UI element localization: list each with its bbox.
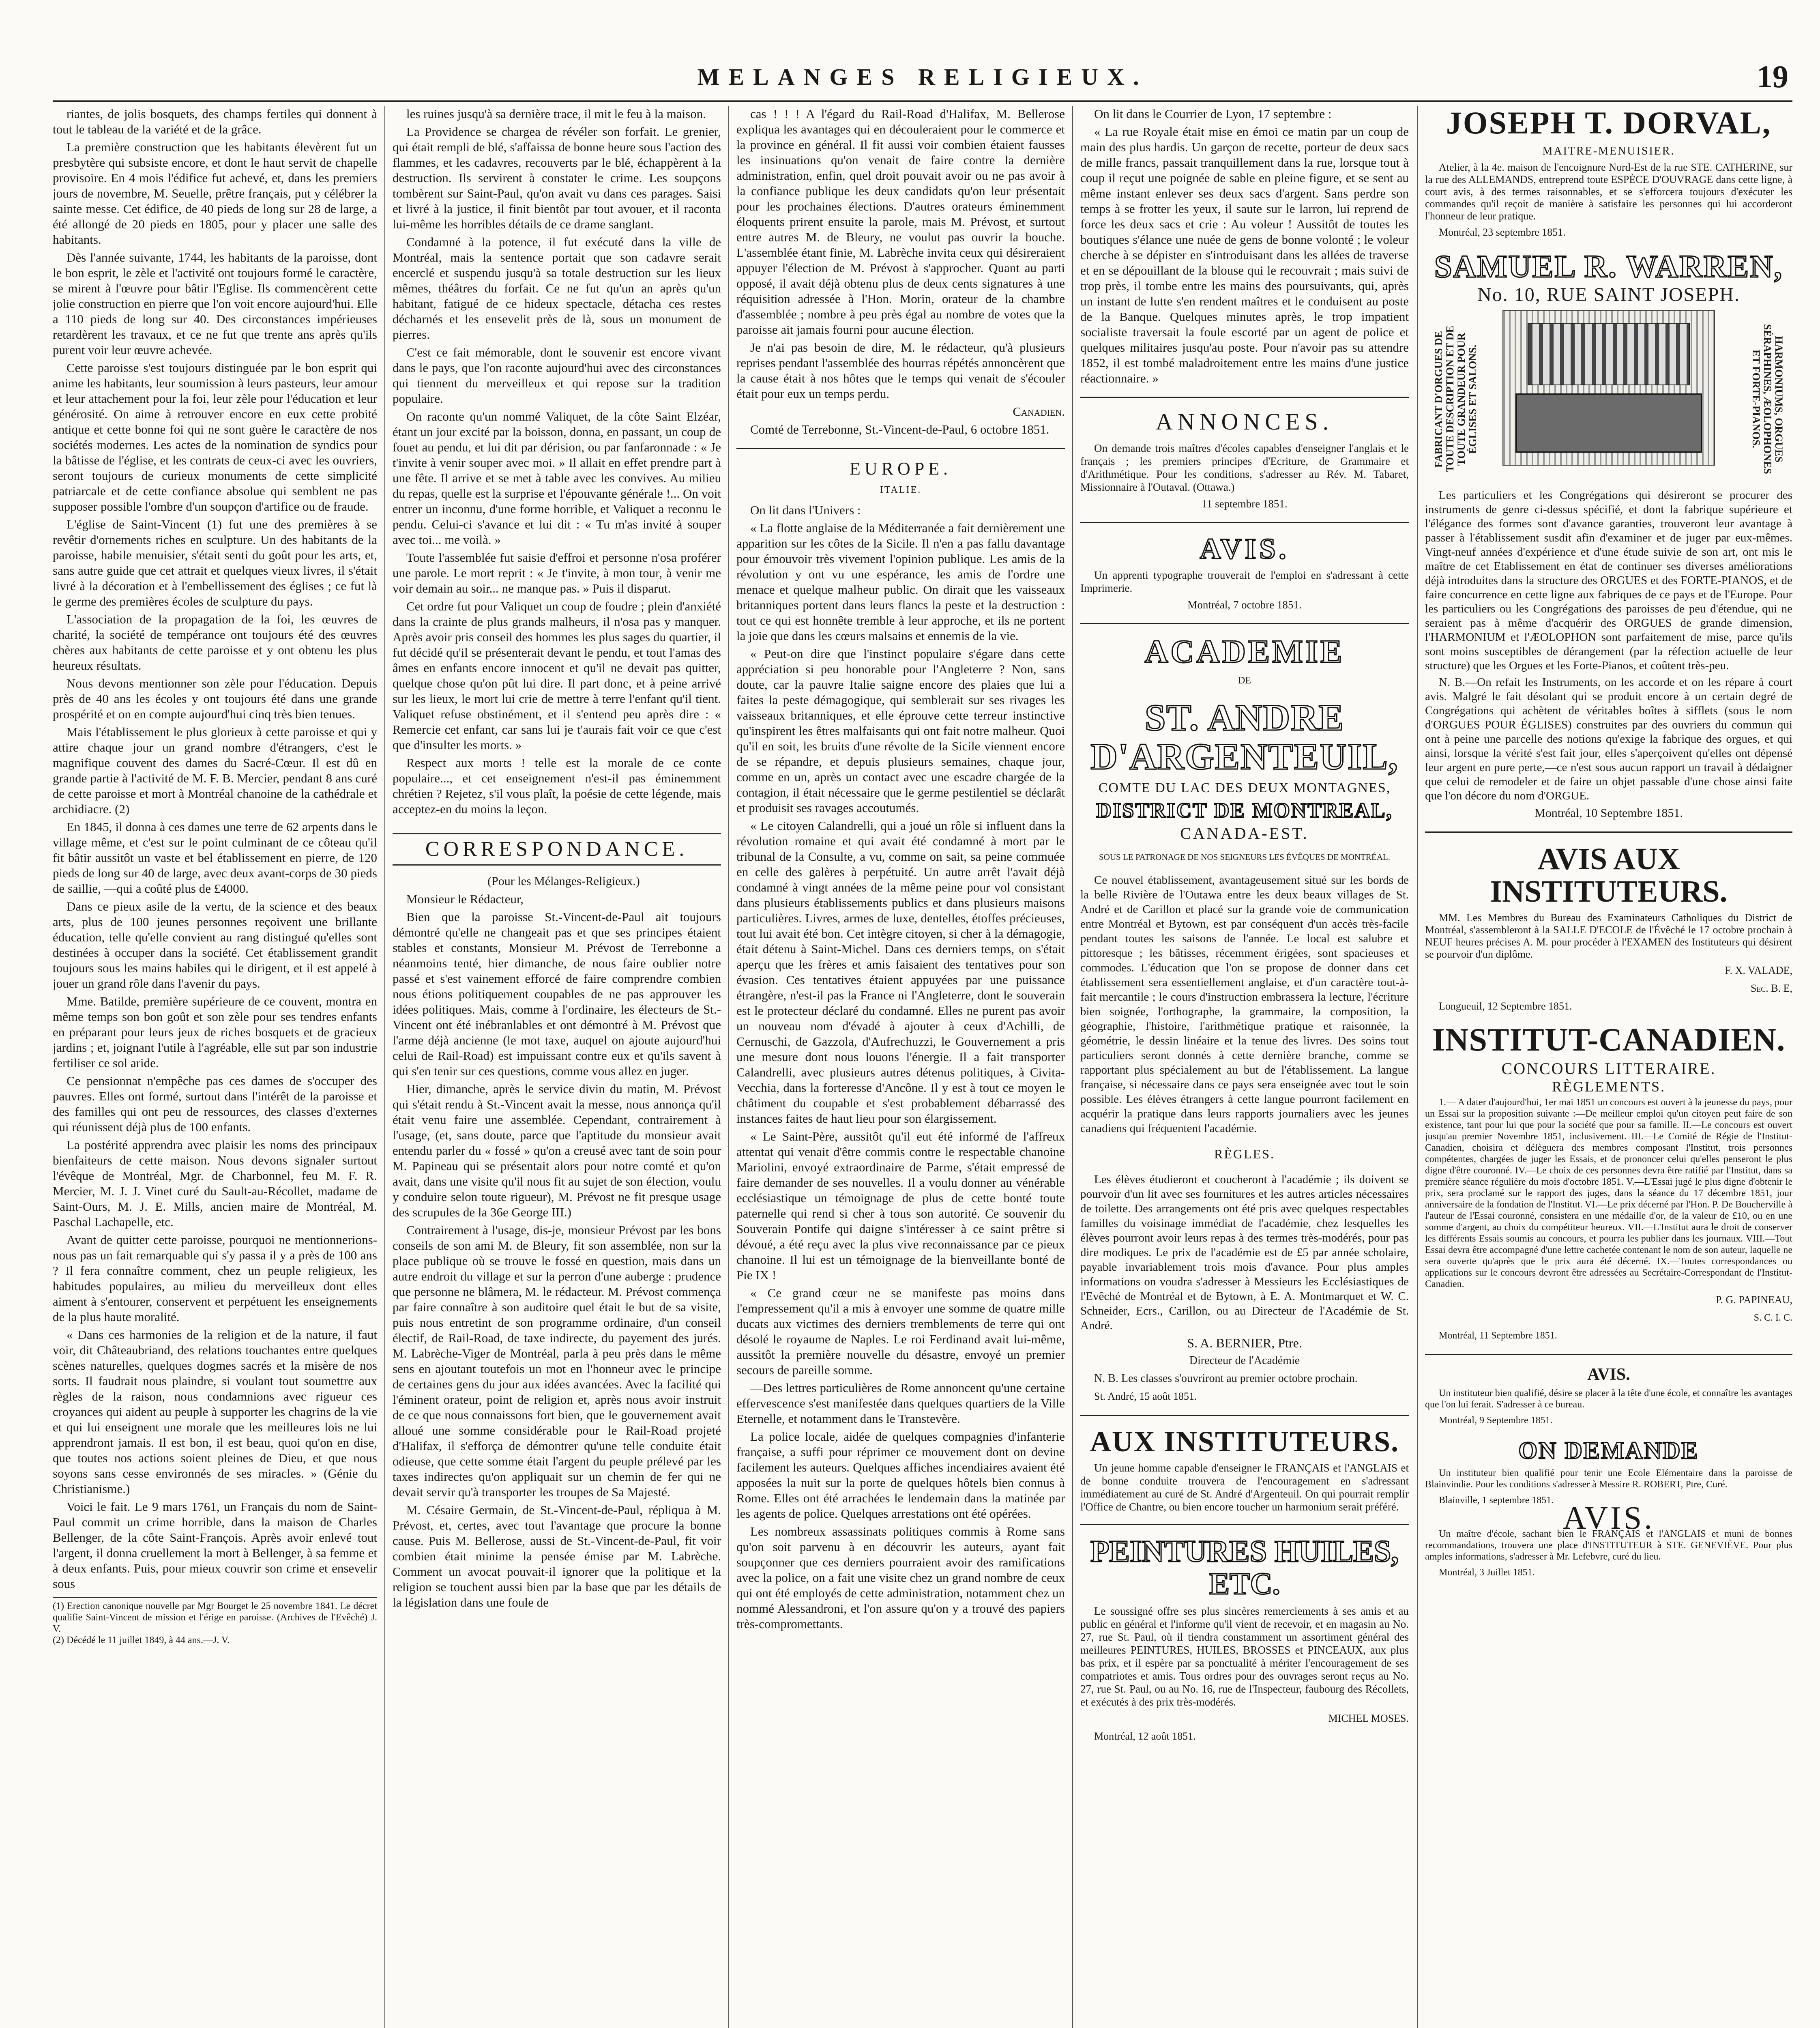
column-divider xyxy=(1072,106,1073,2028)
divider xyxy=(1080,1415,1409,1416)
europe-heading: EUROPE. xyxy=(849,459,952,479)
footnotes xyxy=(53,1597,377,1646)
article-paragraph: Dans ce pieux asile de la vertu, de la science et des beaux arts, plus de 100 jeunes personnes reçoivent une brillante éducation, telle qu'elle convient au rang distingué qu'elles sont destinées à occuper dans la société. Cet établissement grandit toujours sous les mains habiles qui le dirigent, et il est appelé à jouer un grand rôle dans l'avenir du pays. xyxy=(53,899,377,990)
avis-instituteurs-signature-role: Sec. B. E, xyxy=(1750,982,1792,995)
regles-text: Les élèves étudieront et coucheront à l'académie ; ils doivent se pourvoir d'un lit avec ses fournitures et les autres articles nécessaires de toilette. Des arrangements ont été pris avec quelques respectables familles du voisinage immédiat de l'académie, chez lesquelles les élèves pourront avoir leurs repas à des termes très-modérés, pour pas dire modiques. Le prix de l'académie est de £5 par année scholaire, payable invariablement trois mois d'avance. Pour plus amples informations on voudra s'adresser à Messieurs les Ecclésiastiques de l'Evêché de Montréal et de Bytown, à E. A. Montmarquet et W. C. Schneider, Ecrs., Carillon, ou au Directeur de l'Académie de St. André. xyxy=(1080,1173,1409,1332)
regles-note: N. B. Les classes s'ouvriront au premier octobre prochain. xyxy=(1094,1372,1358,1385)
column-4 xyxy=(1080,106,1409,2028)
aux-instituteurs-text: Un jeune homme capable d'enseigner le FRANÇAIS et l'ANGLAIS et de bonne conduite trouvera de l'encouragement en s'adressant immédiatement au curé de St. André d'Argenteuil. On qui pourrait remplir l'Office de Chantre, ou bien encore toucher un harmonium serait préféré. xyxy=(1080,1461,1409,1513)
avis3-text: Un maître d'école, sachant bien le FRANÇAIS et l'ANGLAIS et muni de bonnes recommandations, trouvera une place d'INSTITUTEUR à STE. GENEVIÈVE. Pour plus amples informations, s'adresser à Mr. Lefebvre, curé du lieu. xyxy=(1425,1529,1792,1562)
europe-paragraph: On lit dans l'Univers : xyxy=(750,503,861,517)
warren-address: No. 10, RUE SAINT JOSEPH. xyxy=(1477,284,1740,305)
annonces-heading: ANNONCES. xyxy=(1155,408,1334,435)
europe-paragraph: « Le Saint-Père, aussitôt qu'il eut été informé de l'affreux attentat qui venait d'être commis contre le respectable chanoine Mariolini, envoyé extraordinaire de Parme, s'était empressé de faire demander de ses nouvelles. Il a voulu donner au vénérable ecclésiastique un témoignage de plus de cette bonté toute paternelle qui rend si cher à tous son autorité. Ce souvenir du Souverain Pontife qui daigne s'intéresser à ce saint prêtre si dévoué, a été reçu avec la plus vive reconnaissance par ce pieux chanoine. Il lui est un témoignage de la bienveillante bonté de Pie IX ! xyxy=(736,1129,1065,1282)
divider xyxy=(1080,522,1409,523)
europe-paragraph: La police locale, aidée de quelques compagnies d'infanterie française, a suffi pour réprimer ce mouvement dont on devine facilement les auteurs. Quelques affiches incendiaires avaient été apposées la nuit sur la porte de quelques hôtels bien connus à Rome. Elles ont été arrachées le lendemain dans la matinée par les agents de police. Quelques arrestations ont été opérées. xyxy=(736,1429,1065,1521)
warren-date: Montréal, 10 Septembre 1851. xyxy=(1535,806,1683,820)
column-divider xyxy=(728,106,729,2028)
patronage-line: SOUS LE PATRONAGE DE NOS SEIGNEURS LES ÉVÊQUES DE MONTRÉAL. xyxy=(1099,852,1390,862)
column-5 xyxy=(1425,106,1792,2028)
correspondance-paragraph: Hier, dimanche, après le service divin du matin, M. Prévost qui s'était rendu à St.-Vincent avait la messe, nous annonça qu'il était venu faire une assemblée. Cependant, contrairement à l'usage, (et, sans doute, parce que l'aptitude du monsieur avait entendu parler du « fossé » qu'on a creusé avec tant de soin pour M. Papineau qui se présentait alors pour notre comté et qu'on avait, dans une visite qu'il nous fit au sujet de son élection, voulu y conduire selon toute rigueur), M. Prévost ne fit presque usage des scrupules de la 36e George III.) xyxy=(393,1082,721,1219)
article-paragraph: « Dans ces harmonies de la religion et de la nature, il faut voir, dit Châteaubriand, des relations touchantes entre quelques scènes naturelles, quelques dogmes sacrés et la misère de nos sorts. Il faudrait nous plaindre, si voulant tout soumettre aux règles de la raison, nous condamnions avec rigueur ces croyances qui aident au peuple à supporter les chagrins de la vie et qui lui enseignent une morale que les meilleures lois ne lui apprendront jamais. Il est bon, il est beau, quoi qu'on en dise, que toutes nos actions soient pleines de Dieu, et que nous soyons sans cesse environnés de ses miracles. » (Génie du Christianisme.) xyxy=(53,1328,377,1496)
correspondance-source: (Pour les Mélanges-Religieux.) xyxy=(487,874,640,888)
divider xyxy=(1080,1524,1409,1525)
organ-illustration xyxy=(1502,310,1715,466)
europe-paragraph: « Ce grand cœur ne se manifeste pas moins dans l'empressement qu'il a mis à envoyer une somme de quatre mille ducats aux victimes des derniers tremblements de terre qui ont désolé le royaume de Naples. Le roi Ferdinand avait lui-même, aussitôt la première nouvelle du désastre, envoyé un premier secours de pareille somme. xyxy=(736,1286,1065,1377)
article-paragraph: On raconte qu'un nommé Valiquet, de la côte Saint Elzéar, étant un jour excité par la boisson, donna, en passant, un coup de fouet au pendu, et lui dit par dérision, ou par fanfaronnade : « Je t'invite à venir souper avec moi. » Il allait en effet prendre part à une fête. Il arrive et se met à table avec les convives. Au milieu du repas, quelle est la surprise et l'épouvante générale !... On voit entrer un inconnu, d'une forme horrible, et Valiquet a reconnu le pendu. Celui-ci s'avance et lui dit : « Tu m'as invité à souper avec toi... me voilà. » xyxy=(393,409,721,547)
article-paragraph: L'église de Saint-Vincent (1) fut une des premières à se revêtir d'ornements riches en sculpture. Un des habitants de la paroisse, habile menuisier, s'était senti du goût pour les arts, et, sans autre guide que cet attrait et quelques vieux livres, il s'était livré à la décoration et à l'embellissement des églises ; ce fut là le germe des premières écoles de sculpture du pays. xyxy=(53,517,377,608)
divider xyxy=(1080,397,1409,398)
regles-heading: RÈGLES. xyxy=(1214,1147,1275,1162)
correspondance-paragraph: Bien que la paroisse St.-Vincent-de-Paul ait toujours démontré qu'elle ne changeait pas et que ses principes étaient stables et constants, Monsieur M. Prévost de Terrebonne a néanmoins tenté, hier dimanche, de nous faire oublier notre passé et s'est vainement efforcé de faire comprendre combien nous étions politiquement coupables de ne pas approuver les idées politiques. Mais, comme à l'ordinaire, les électeurs de St.-Vincent ont été inébranlables et ont démontré à M. Prévost que l'arme déjà ancienne (le mot taxe, auquel on ajoute aujourd'hui celui de Rail-Road) est impuissant contre eux et qu'ils savent à qui s'en tenir sur ces questions, comme vous allez en juger. xyxy=(393,910,721,1078)
article-paragraph: Ce pensionnat n'empêche pas ces dames de s'occuper des pauvres. Elles ont formé, surtout dans l'intérêt de la paroisse et des familles qui ont peu de ressources, des classes d'externes qui réunissent déjà plus de 100 enfants. xyxy=(53,1074,377,1134)
article-paragraph: Cette paroisse s'est toujours distinguée par le bon esprit qui anime les habitants, leur soumission à leurs pasteurs, leur amour et leur attachement pour la foi, leur zèle pour l'éducation et leur générosité. On aime à retrouver encore en eux cette probité antique et cette bonne foi qui ne sont guère le caractère de nos sociétés modernes. Les actes de la nomination de syndics pour la bâtisse de l'église, et les contrats de ceux-ci avec les ouvriers, seront toujours de curieux monuments de cette simplicité patriarcale et de cette confiance absolue qui semblent ne pas supposer possible l'ombre d'un soupçon d'artifice ou de fraude. xyxy=(53,361,377,513)
article-paragraph: L'association de la propagation de la foi, les œuvres de charité, la société de tempérance ont toujours été des œuvres chères aux habitants de cette paroisse et y ont obtenu les plus heureux résultats. xyxy=(53,612,377,672)
column-divider xyxy=(384,106,385,2028)
article-paragraph: Mais l'établissement le plus glorieux à cette paroisse et qui y attire chaque jour un grand nombre d'étrangers, c'est le magnifique couvent des dames du Sacré-Cœur. Il est dû en grande partie à l'activité de M. F. B. Mercier, pendant 8 ans curé de cette paroisse et mort à Montréal chanoine de la cathédrale et archidiacre. (2) xyxy=(53,725,377,816)
aux-instituteurs-heading: AUX INSTITUTEURS. xyxy=(1090,1425,1399,1458)
divider xyxy=(1425,831,1792,833)
salutation: Monsieur le Rédacteur, xyxy=(406,892,524,906)
avis-date: Montréal, 7 octobre 1851. xyxy=(1187,598,1302,611)
correspondance-paragraph: Je n'ai pas besoin de dire, M. le rédacteur, qu'à plusieurs reprises pendant l'assemblée des hourras répétés annoncèrent que la cause était à nos hôtes que le temps qui venait de s'écouler était pour eux un temps perdu. xyxy=(736,340,1065,401)
news-paragraph: On lit dans le Courrier de Lyon, 17 septembre : xyxy=(1094,107,1332,121)
regles-date: St. André, 15 août 1851. xyxy=(1094,1390,1197,1403)
institut-signature: P. G. PAPINEAU, xyxy=(1715,1294,1792,1306)
article-paragraph: Avant de quitter cette paroisse, pourquoi ne mentionnerions-nous pas un fait remarquable qui s'y passa il y a près de 100 ans ? Il fera connaître comment, chez un peuple religieux, les habitudes populaires, au milieu du merveilleux dont elles aiment à s'entourer, conservent et perpétuent les enseignements de la plus haute moralité. xyxy=(53,1233,377,1324)
peintures-text: Le soussigné offre ses plus sincères remerciements à ses amis et au public en général et l'informe qu'il vient de recevoir, et en magasin au No. 27, rue St. Paul, où il tiendra constamment un assortiment général des meilleures PEINTURES, HUILES, BROSSES et PINCEAUX, aux plus bas prix, et il espère par sa ponctualité à mériter l'encouragement de ses compatriotes et amis. Tous ordres pour des ouvrages seront reçus au No. 27, rue St. Paul, ou au No. 16, rue de l'Inspecteur, faubourg des Récollets, et exécutés à des prix très-modérés. xyxy=(1080,1605,1409,1708)
news-paragraph: « La rue Royale était mise en émoi ce matin par un coup de main des plus hardis. Un garçon de recette, porteur de deux sacs de mille francs, passait tranquillement dans la rue, lorsque tout à coup il reçut une poignée de sable en pleine figure, et se sent au même instant enlever ses deux sacs d'argent. Sans perdre son temps à se frotter les yeux, il saute sur le larron, lui reprend de force les deux sacs et crie : Au voleur ! Aussitôt de toutes les boutiques s'élance une nuée de gens de bonne volonté ; le voleur cherche à se dépister en s'introduisant dans les allées de traverse et en se dépouillant de la blouse qui le recouvrait ; mais suivi de trop près, il tombe entre les mains des poursuivants, qui, après un instant de lutte s'en rendent maîtres et le conduisent au poste de la Banque. Quelques minutes après, le trop impatient socialiste traversait la foule escorté par un agent de police et quelques militaires jusqu'au poste. Pour n'avoir pas su attendre 1852, il est tombé maladroitement entre les mains d'une justice réactionnaire. » xyxy=(1080,125,1409,385)
article-paragraph: La Providence se chargea de révéler son forfait. Le grenier, qui était rempli de blé, s'affaissa de bonne heure sous l'action des flammes, et les cadavres, recouverts par le blé, échappèrent à la destruction. Ils servirent à constater le crime. Les soupçons tombèrent sur Saint-Paul, qu'on avait vu dans ces parages. Saisi et livré à la justice, il finit bientôt par tout avouer, et il raconta lui-même les horribles détails de ce drame sanglant. xyxy=(393,125,721,231)
peintures-heading: PEINTURES HUILES, ETC. xyxy=(1090,1534,1399,1601)
on-demande-text: Un instituteur bien qualifié pour tenir une Ecole Elémentaire dans la paroisse de Blainvindie. Pour les conditions s'adresser à Messire R. ROBERT, Ptre, Curé. xyxy=(1425,1468,1792,1490)
italie-subheading: ITALIE. xyxy=(880,485,922,495)
warren-side-left: FABRICANT D'ORGUES DE TOUTE DESCRIPTION ET DE TOUTE GRANDEUR POUR ÉGLISES ET SALONS. xyxy=(1433,326,1479,473)
organ-base xyxy=(1515,393,1702,453)
correspondance-paragraph: M. Césaire Germain, de St.-Vincent-de-Paul, répliqua à M. Prévost, et, certes, avec tout l'avantage que procure la bonne cause. Puis M. Bellerose, aussi de St.-Vincent-de-Paul, fit voir combien était minime la pensée émise par M. Labrèche. Comment un avocat pouvait-il ignorer que la politique et la religion se touchent aussi bien par la base que par les détails de la législation dans une foule de xyxy=(393,1503,721,1609)
warren-note: N. B.—On refait les Instruments, on les accorde et on les répare à court avis. Malgré le fait désolant qui se produit encore à un certain degré de Congrégations qui achètent de véritables boîtes à sifflets (sous le nom d'ORGUES POUR ÉGLISES) construites par des ouvriers du commun qui ont à peine une parcelle des notions qu'exige la fabrique des orgues, et qui ainsi, lorsque la vérité s'est fait jour, elles s'aperçoivent qu'elles ont dépensé leur argent en pure perte,—ce n'est sous aucun rapport un travail à dédaigner que celui de remodeler et de faire un objet passable d'une chose ainsi faite que l'on décore du nom d'ORGUE. xyxy=(1425,675,1792,802)
regles-signature: S. A. BERNIER, Ptre. xyxy=(1187,1336,1302,1351)
article-paragraph: Condamné à la potence, il fut exécuté dans la ville de Montréal, mais la sentence portait que son cadavre serait encerclé et suspendu jusqu'à sa totale destruction sur les lieux mêmes, théâtres du forfait. Ce ne fut qu'un an après qu'un habitant, fatigué de ce hideux spectacle, détacha ces restes décharnés et les ensevelit près de là, sous un monument de pierres. xyxy=(393,235,721,342)
europe-paragraph: —Des lettres particulières de Rome annoncent qu'une certaine effervescence s'est manifestée dans quelques quartiers de la Ville Eternelle, et notamment dans le Transtevère. xyxy=(736,1381,1065,1426)
article-paragraph: Respect aux morts ! telle est la morale de ce conte populaire..., et cet enseignement n'est-il pas éminemment chrétien ? Rejetez, s'il vous plaît, la poésie de cette légende, mais acceptez-en du moins la leçon. xyxy=(393,756,721,816)
dorval-date: Montréal, 23 septembre 1851. xyxy=(1439,226,1566,238)
article-paragraph: La postérité apprendra avec plaisir les noms des principaux bienfaiteurs de cette maison. Nous devons signaler surtout l'évêque de Montréal, Mgr. de Charbonnel, feu M. F. R. Mercier, M. J. J. Vinet curé du Sault-au-Récollet, madame de Saint-Ours, M. J. E. Mills, ancien maire de Montréal, M. Paschal Lachapelle, etc. xyxy=(53,1138,377,1229)
organ-pipes xyxy=(1528,323,1690,385)
academie-text: Ce nouvel établissement, avantageusement situé sur les bords de la belle Rivière de l'Outawa entre les deux beaux villages de St. André et de Carillon et placé sur la grande voie de communication entre Montréal et Bytown, est par conséquent d'un accès très-facile pendant toutes les saisons de l'année. Le local est salubre et pittoresque ; les bâtisses, récemment érigées, sont spacieuses et commodes. L'éducation que l'on se propose de donner dans cet établissement sera essentiellement anglaise, et d'un caractère tout-à-fait mercantile ; le cours d'instruction embrassera la lecture, l'écriture bien soignée, l'orthographe, la grammaire, la composition, la géographie, l'histoire, l'arithmétique pratique et raisonnée, la géométrie, le dessin linéaire et la tenue des livres. Des soins tout particuliers seront donnés à cette dernière branche, comme se rapportant plus spécialement au but de l'établissement. La langue française, si nécessaire dans ce pays sera enseignée avec tout le soin possible. Les élèves étrangers à cette langue pourront facilement en acquérir la pratique dans leurs rapports journaliers avec les jeunes canadiens qui fréquentent l'académie. xyxy=(1080,874,1409,1135)
signature: Canadien. xyxy=(1013,404,1065,419)
article-paragraph: En 1845, il donna à ces dames une terre de 62 arpents dans le village même, et c'est sur le point culminant de ce côteau qu'il fit bâtir aussitôt un vaste et bel établissement en pierre, de 120 pieds de long sur 40 de large, avec deux avant-corps de 30 pieds de saillie, —qui a coûté plus de £4000. xyxy=(53,820,377,896)
column-3 xyxy=(736,106,1065,2028)
dorval-role: MAITRE-MENUISIER. xyxy=(1542,144,1675,157)
avis2-date: Montréal, 9 Septembre 1851. xyxy=(1439,1415,1553,1426)
dorval-text: Atelier, à la 4e. maison de l'encoignure Nord-Est de la rue STE. CATHERINE, sur la rue des ALLEMANDS, entreprend toute ESPÈCE D'OUVRAGE dans cette ligne, à court avis, à des termes raisonnables, et se s'efforcera toujours d'exécuter les commandes qu'il reçoit de manière à satisfaire les personnes qui lui accorderont l'honneur de leur pratique. xyxy=(1425,161,1792,222)
article-paragraph: La première construction que les habitants élevèrent fut un presbytère qui subsiste encore, et dont le haut servit de chapelle provisoire. En 4 mois l'édifice fut achevé, et, dans les premiers jours de novembre, M. Seuelle, prêtre français, put y célébrer la sainte messe. Cet édifice, de 40 pieds de long sur 28 de large, a été allongé de 20 pieds en 1805, pour y placer une salle des habitants. xyxy=(53,140,377,247)
article-paragraph: Nous devons mentionner son zèle pour l'éducation. Depuis près de 40 ans les écoles y ont toujours été dans une grande prospérité et on en compte aujourd'hui cinq très bien tenues. xyxy=(53,676,377,721)
correspondance-heading: CORRESPONDANCE. xyxy=(393,833,721,866)
article-paragraph: riantes, de jolis bosquets, des champs fertiles qui donnent à tout le tableau de la variété et de la grâce. xyxy=(53,107,377,136)
avis-heading: AVIS. xyxy=(1200,533,1290,565)
organ-illustration-block xyxy=(1425,310,1792,488)
page-header xyxy=(53,56,1792,102)
avis-text: Un apprenti typographe trouverait de l'emploi en s'adressant à cette Imprimerie. xyxy=(1080,569,1409,594)
page-number: 19 xyxy=(1757,59,1788,94)
avis-instituteurs-heading: AVIS AUX INSTITUTEURS. xyxy=(1490,842,1728,909)
on-demande-heading: ON DEMANDE xyxy=(1518,1437,1699,1464)
dorval-name: JOSEPH T. DORVAL, xyxy=(1446,106,1772,140)
peintures-date: Montréal, 12 août 1851. xyxy=(1094,1730,1196,1742)
canada-line: CANADA-EST. xyxy=(1180,824,1309,843)
warren-text: Les particuliers et les Congrégations qui désireront se procurer des instruments de genre ci-dessus spécifié, et dont la fabrique supérieure et l'élégance des formes sont d'avance garanties, trouveront leur avantage à passer à l'établissement susdit afin d'examiner et de juger par eux-mêmes. Vingt-neuf années d'expérience et d'une étude suivie de son art, ont mis le maître de cet Etablissement en état de continuer ses diverses améliorations déjà introduites dans la structure des ORGUES et des FORTE-PIANOS, et de faire concurrence en cette ligne aux fabriques de ce pays et de l'Europe. Pour les particuliers ou les Congrégations des paroisses de peu d'étendue, qui ne seraient pas à même d'acquérir des ORGUES de grande dimension, l'HARMONIUM et l'ÆOLOPHON sont parfaitement de mise, parce qu'ils sont moins susceptibles de dérangement (par la réfection actuelle de leur structure) que les Orgues et les Forte-Pianos, et coûtent très-peu. xyxy=(1425,488,1792,672)
europe-paragraph: « Peut-on dire que l'instinct populaire s'égare dans cette appréciation si peu honorable pour l'Angleterre ? Non, sans doute, car la pauvre Italie saigne encore des plaies que lui a faites la peste démagogique, qui semblerait sur ses rivages les vaisseaux britanniques, et elle éprouve cette terreur instinctive qu'inspirent les êtres malfaisants qui ont fait notre malheur. Quoi qu'il en soit, les bruits d'une révolte de la Sicile viennent encore de se répandre, et depuis plusieurs semaines, chaque jour, comme en un, après un contact avec une escadre chargée de la contagion, il était nécessaire que le germe pestilentiel se déclarât et produisit ses ravages accoutumés. xyxy=(736,647,1065,815)
avis2-text: Un instituteur bien qualifié, désire se placer à la tête d'une école, et connaître les avantages que l'on lui ferait. S'adresser à ce bureau. xyxy=(1425,1388,1792,1410)
avis2-heading: AVIS. xyxy=(1587,1365,1630,1384)
footnote: (1) Erection canonique nouvelle par Mgr Bourget le 25 novembre 1841. Le décret qualifie Saint-Vincent de mission et l'érige en paroisse. (Archives de l'Evêché) J. V. xyxy=(53,1601,377,1634)
academie-de: DE xyxy=(1238,675,1251,686)
dateline: Comté de Terrebonne, St.-Vincent-de-Paul, 6 octobre 1851. xyxy=(750,422,1050,436)
concours-line: CONCOURS LITTERAIRE. xyxy=(1501,1059,1716,1078)
avis-instituteurs-text: MM. Les Membres du Bureau des Examinateurs Catholiques du District de Montréal, s'assembleront à la SALLE D'ECOLE de l'Évêché le 17 octobre prochain à NEUF heures précises A. M. pour procéder à l'EXAMEN des Instituteurs qui désirent se pourvoir d'un diplôme. xyxy=(1425,912,1792,960)
divider xyxy=(1425,1354,1792,1355)
institut-signature-role: S. C. I. C. xyxy=(1753,1313,1792,1323)
peintures-signature: MICHEL MOSES. xyxy=(1328,1712,1409,1724)
reglements-heading: RÈGLEMENTS. xyxy=(1552,1078,1665,1095)
institut-date: Montréal, 11 Septembre 1851. xyxy=(1439,1330,1557,1341)
correspondance-paragraph: cas ! ! ! A l'égard du Rail-Road d'Halifax, M. Bellerose expliqua les avantages qui en découleraient pour le commerce et la province en général. Il fit aussi voir combien étaient fausses les insinuations qu'on venait de faire contre la dernière administration, enfin, quel droit pouvait avoir ou ne pas avoir à la confiance publique les deux candidats qu'on leur présentait pour les prochaines élections. D'autres orateurs éminemment éloquents prirent ensuite la parole, mais M. Prévost, et surtout entre autres M. de Bleury, ne voulut pas ouvrir la bouche. L'assemblée étant finie, M. Labrèche invita ceux qui désireraient appuyer l'élection de M. Prévost à s'approcher. Quant au parti opposé, il avait déjà obtenu plus de deux cents signatures à une réquisition adressée à l'Hon. Morin, orateur de la chambre d'assemblée ; nombre à peu près égal au nombre de votes que la paroisse ait jamais fourni pour aucune élection. xyxy=(736,107,1065,337)
on-demande-date: Blainville, 1 septembre 1851. xyxy=(1439,1495,1554,1506)
reglements-text: 1.— A dater d'aujourd'hui, 1er mai 1851 un concours est ouvert à la jeunesse du pays, pour un Essai sur la proposition suivante :—De meilleur emploi qu'un citoyen peut faire de son existence, tant pour lui que pour la société que pour sa famille. II.—Le concours est ouvert jusqu'au premier Novembre 1851, inclusivement. III.—Le Comité de Régie de l'Institut-Canadien, choisira et délèguera des membres composant l'Institut, trois personnes compétentes, chargées de juger les Essais, et de prononcer celui qu'elles penseront le plus digne d'être couronné. IV.—Le choix de ces personnes devra être ratifié par l'Institut, dans sa première séance régulière du mois d'octobre 1851. V.—L'Essai jugé le plus digne d'obtenir le prix, sera proclamé sur le rapport des juges, dans la séance du 17 décembre 1851, jour anniversaire de la fondation de l'Institut. VI.—Le prix décerné par l'Hon. P. De Boucherville à l'auteur de l'Essai couronné, consistera en une médaille d'or, de la valeur de £10, ou en une somme d'argent, au choix du compétiteur heureux. VII.—L'Institut aura le droit de conserver les différents Essais soumis au concours, et pourra les publier dans les journaux. VIII.—Tout Essai devra être accompagné d'une lettre cachetée contenant le nom de son auteur, laquelle ne sera ouverte qu'après que le prix aura été décerné. IX.—Toutes correspondances ou applications sur le concours devront être adressées au Secrétaire-Correspondant de l'Institut-Canadien. xyxy=(1425,1097,1792,1290)
column-2 xyxy=(393,106,721,2028)
article-paragraph: Toute l'assemblée fut saisie d'effroi et personne n'osa proférer une parole. Le mort reprit : « Je t'invite, à mon tour, à venir me voir demain au soir... ne manque pas. » Puis il disparut. xyxy=(393,550,721,595)
announcement-date: 11 septembre 1851. xyxy=(1202,498,1288,510)
warren-side-right: HARMONIUMS, ORGUES SÉRAPHINES, ÆOLOPHONES ET FORTE-PIANOS. xyxy=(1750,324,1785,474)
regles-signature-role: Directeur de l'Académie xyxy=(1189,1354,1300,1367)
footnote: (2) Décédé le 11 juillet 1849, à 44 ans.—J. V. xyxy=(53,1635,230,1646)
column-1 xyxy=(53,106,377,2028)
avis-instituteurs-signature: F. X. VALADE, xyxy=(1725,965,1792,977)
europe-paragraph: Les nombreux assassinats politiques commis à Rome sans qu'on soit parvenu à en découvrir les auteurs, ayant fait soupçonner que ces derniers pourraient avoir des ramifications avec la police, on a fait une visite chez un grand nombre de ceux qui ont été employés de cette administration, notamment chez un nommé Alessandroni, et l'on assure qu'on y a trouvé des papiers très-compromettants. xyxy=(736,1524,1065,1631)
academie-heading: ACADEMIE xyxy=(1144,634,1345,670)
divider xyxy=(736,448,1065,449)
europe-paragraph: « La flotte anglaise de la Méditerranée a fait dernièrement une apparition sur les côtes de la Sicile. Il n'en a pas fallu davantage pour émouvoir très vivement l'opinion publique. Les amis de la révolution y ont vu une espérance, les amis de l'ordre une menace et quelque malheur public. On dirait que les vaisseaux britanniques portent dans leurs flancs la peste et la destruction : tout ce qui est honnête tremble à leur approche, et ils ne portent la joie que dans les cœurs malsains et ennemis de la vie. xyxy=(736,521,1065,643)
article-paragraph: Dès l'année suivante, 1744, les habitants de la paroisse, dont le bon esprit, le zèle et l'activité ont toujours formé le caractère, se mirent à l'œuvre pour bâtir l'Eglise. Ils commencèrent cette jolie construction en pierre que l'on voit encore aujourd'hui. Elle a 110 pieds de long sur 40. Des circonstances impérieuses retardèrent les travaux, et ce ne fut que trente ans après qu'ils purent voir leur œuvre achevée. xyxy=(53,250,377,357)
announcement-teachers: On demande trois maîtres d'écoles capables d'enseigner l'anglais et le français ; les premiers principes d'Ecriture, de Grammaire et d'Arithmétique. Pour les conditions, s'adresser au Rév. M. Tabaret, Missionnaire à l'Outaval. (Ottawa.) xyxy=(1080,442,1409,493)
avis3-date: Montréal, 3 Juillet 1851. xyxy=(1439,1567,1535,1578)
correspondance-paragraph: Contrairement à l'usage, dis-je, monsieur Prévost par les bons conseils de son ami M. de Bleury, fit son assemblée, non sur la place publique où se trouve le fossé en question, mais dans un autre endroit du village et sur la perron d'une auberge : prudence que personne ne blâmera, M. le rédacteur. M. Prévost commença par faire connaître à son auditoire quel était le but de sa visite, puis nous entretint de son programme ordinaire, d'un conseil électif, de Rail-Road, de taxe indirecte, du payement des jurés. M. Labrèche-Viger de Montréal, parla à peu près dans le même sens en ajoutant toutefois un mot en l'honneur avec le principe de certaines gens du jour aux idées avancées. Avec la facilité qui l'éminent orateur, point de religion et, après nous avoir instruit de ce que nous connaissons fort bien, que le gouvernement avait alloué une somme considérable pour le Rail-Road projeté d'Halifax, il s'efforça de démontrer qu'une telle conduite était odieuse, que cette somme était l'argent du peuple prélevé par les taxes indirectes qu'on appliquait sur un chemin de fer qui ne devait servir qu'à transporter les troupes de Sa Majesté. xyxy=(393,1223,721,1499)
europe-paragraph: « Le citoyen Calandrelli, qui a joué un rôle si influent dans la révolution romaine et qui avait été condamné à mort par le tribunal de la Consulte, a vu, comme on sait, sa peine commuée en celle des galères à perpétuité. Un autre arrêt l'avait déjà condamné à vingt années de la même peine pour vol consistant dans plusieurs établissements publics et dans plusieurs maisons particulières. Livres, armes de luxe, dentelles, étoffes précieuses, tout lui avait été bon. Cet intègre citoyen, si cher à la démagogie, était détenu à Saint-Michel. Dans ces derniers temps, on s'était aperçu que les frères et amis faisaient des tentatives pour son évasion. Ces tentatives étaient appuyées par une puissance étrangère, n'est-il pas la France ni l'Angleterre, dont le souverain est le protecteur déclaré du condamné. Elles ne purent pas avoir un nouveau nom d'évadé à ajouter à ceux d'Achilli, de Cernuschi, de Gazzola, d'Aufrechuzzi, le Gouvernement a pris une mesure dont nous louons l'énergie. Il a fait transporter Calandrelli, avec plusieurs autres détenus politiques, à Civita-Vecchia, dans la forteresse d'Ancône. Il y est à tout ce moyen le châtiment du coupable et s'est probablement débarrassé des instances faites de haut lieu pour son élargissement. xyxy=(736,819,1065,1126)
st-andre-heading: ST. ANDRE D'ARGENTEUIL, xyxy=(1090,696,1399,778)
article-paragraph: Voici le fait. Le 9 mars 1761, un Français du nom de Saint-Paul commit un crime horrible, dans la maison de Charles Bellenger, de la côte Saint-François. Après avoir enlevé tout l'argent, il donna cruellement la mort à Bellenger, à sa femme et à deux enfants. Puis, pour mieux couvrir son crime et ensevelir sous xyxy=(53,1500,377,1591)
warren-name: SAMUEL R. WARREN, xyxy=(1434,248,1784,284)
avis3-heading: AVIS. xyxy=(1562,1500,1655,1536)
masthead: MELANGES RELIGIEUX. xyxy=(697,64,1148,90)
institut-heading: INSTITUT-CANADIEN. xyxy=(1432,1022,1786,1058)
divider xyxy=(1080,623,1409,624)
article-paragraph: Cet ordre fut pour Valiquet un coup de foudre ; plein d'anxiété dans la crainte de plus grands malheurs, il n'osa pas y manquer. Après avoir pris conseil des hommes les plus sages du quartier, il fut décidé qu'il se présenterait devant le pendu, et tout l'amas des âmes en enfants encore innocent et qu'il ne devait pas quitter, quelque chose qu'on pût lui dire. Il part donc, et à peine arrivé sur les lieux, le mort lui crie de mettre à terre l'enfant qu'il tient. Valiquet refuse obstinément, et il s'entend peu après dire : « Remercie cet enfant, car sans lui je t'aurais fait voir ce que c'est que d'insulter les morts. » xyxy=(393,599,721,752)
article-paragraph: les ruines jusqu'à sa dernière trace, il mit le feu à la maison. xyxy=(406,107,706,121)
avis-instituteurs-date: Longueuil, 12 Septembre 1851. xyxy=(1439,1000,1572,1012)
article-paragraph: Mme. Batilde, première supérieure de ce couvent, montra en même temps son bon goût et son zèle pour ses tendres enfants en préparant pour leurs jeux de riches bosquets et de gracieux jardins ; et, joignant l'utile à l'agréable, elle sut par son industrie fertiliser ce sol aride. xyxy=(53,994,377,1070)
comte-line: COMTE DU LAC DES DEUX MONTAGNES, xyxy=(1098,780,1391,795)
article-paragraph: C'est ce fait mémorable, dont le souvenir est encore vivant dans le pays, que l'on raconte aujourd'hui avec des circonstances qui tiennent du merveilleux et qui repose sur la tradition populaire. xyxy=(393,345,721,406)
district-line: DISTRICT DE MONTREAL, xyxy=(1096,799,1393,822)
column-divider xyxy=(1417,106,1418,2028)
